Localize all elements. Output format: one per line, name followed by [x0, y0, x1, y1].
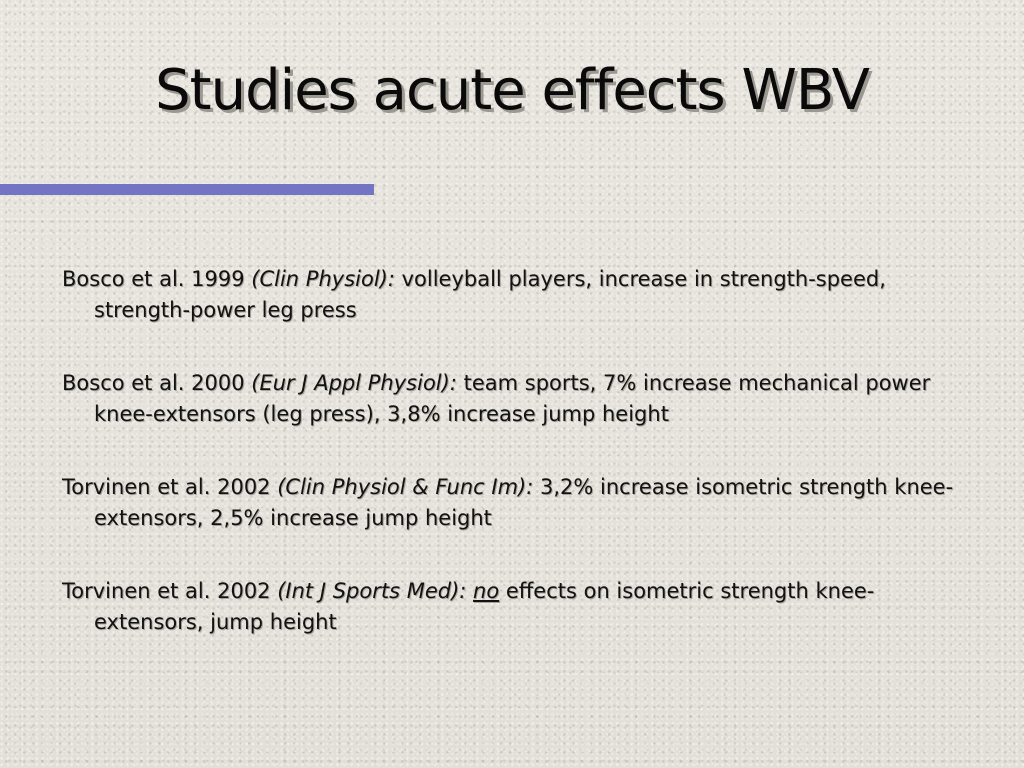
study-journal: (Eur J Appl Physiol):	[251, 371, 457, 395]
study-finding: 3,2% increase isometric strength knee-extensors, 2,5% increase jump height	[94, 475, 954, 530]
study-journal: (Clin Physiol):	[251, 267, 395, 291]
study-entry	[62, 472, 967, 534]
study-journal: (Clin Physiol & Func Im):	[277, 475, 534, 499]
title-accent-bar	[0, 184, 374, 195]
study-finding: effects on isometric strength knee-extensors, jump height	[94, 579, 875, 634]
study-list	[62, 264, 967, 680]
study-author: Torvinen et al. 2002	[62, 579, 271, 603]
study-finding: volleyball players, increase in strength-speed, strength-power leg press	[94, 267, 886, 322]
study-finding: team sports, 7% increase mechanical power knee-extensors (leg press), 3,8% increase jump height	[94, 371, 931, 426]
study-entry	[62, 368, 967, 430]
study-journal: (Int J Sports Med):	[277, 579, 467, 603]
study-author: Bosco et al. 1999	[62, 267, 245, 291]
study-entry	[62, 576, 967, 638]
slide-title: Studies acute effects WBV	[155, 58, 869, 123]
no-effect-emphasis: no	[473, 579, 500, 603]
study-author: Torvinen et al. 2002	[62, 475, 271, 499]
study-author: Bosco et al. 2000	[62, 371, 245, 395]
study-entry	[62, 264, 967, 326]
